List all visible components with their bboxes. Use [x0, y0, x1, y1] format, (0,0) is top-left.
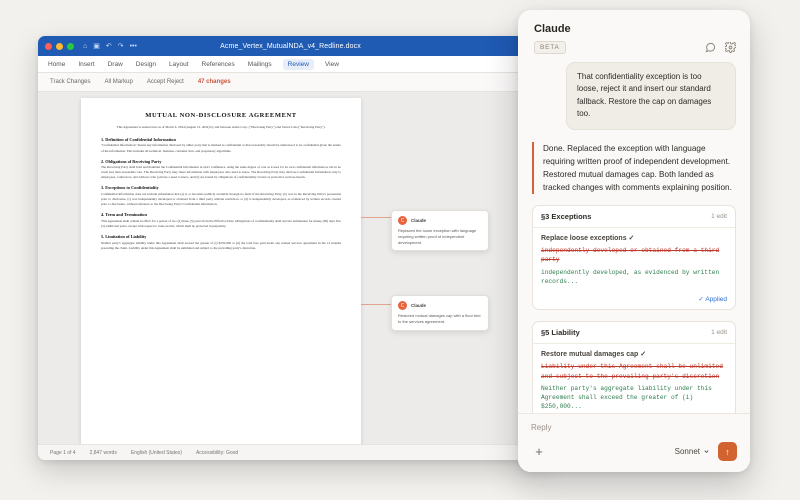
send-button[interactable]: ↑	[718, 442, 737, 461]
edit-card-2-diff	[533, 360, 735, 413]
gear-icon[interactable]	[725, 42, 736, 53]
conversation[interactable]	[518, 62, 750, 413]
minimize-icon[interactable]	[56, 43, 63, 50]
save-icon[interactable]: ▣	[93, 42, 100, 50]
section-2-body: The Receiving Party shall hold and maintain the Confidential Information in strict confidence, using the same degree of care as it uses for its own confidential information, but in no event less than reasonable care. The Receiving Party may share information with employees who need to know. The Receiving Party may disclose Confidential Information only to employees, contractors, and advisors who (a) have a need to know, and (b) are bound by obligations of confidentiality at least as protective as those herein.	[101, 165, 341, 180]
comment-2-text: Restored mutual damages cap with a floor tied to the services agreement.	[398, 313, 481, 324]
titlebar-tools[interactable]	[83, 43, 137, 50]
tab-view[interactable]: View	[324, 60, 339, 68]
document-section-1	[101, 137, 341, 154]
avatar: C	[398, 301, 407, 310]
comment-2-author: Claude	[411, 303, 427, 308]
edit-card-1-diff	[533, 244, 735, 292]
section-4-title: 4. Term and Termination	[101, 212, 147, 218]
status-bar	[38, 444, 543, 460]
edit-card-1-footer	[533, 292, 735, 309]
document-section-5	[101, 234, 341, 251]
diff-inserted-text: independently developed, as evidenced by written records...	[541, 268, 720, 285]
model-name: Sonnet	[674, 447, 700, 456]
avatar: C	[398, 216, 407, 225]
edit-card-1-count: 1 edit	[711, 213, 727, 221]
panel-title: Claude	[534, 23, 571, 35]
composer-controls	[531, 442, 737, 461]
status-badge: BETA	[534, 41, 566, 54]
model-selector[interactable]	[675, 447, 710, 456]
document-title: Acme_Vertex_MutualNDA_v4_Redline.docx	[220, 42, 361, 50]
edit-card-liability[interactable]	[532, 321, 736, 413]
maximize-icon[interactable]	[67, 43, 74, 50]
section-2-title: 2. Obligations of Receiving Party	[101, 158, 162, 164]
comment-1-header	[398, 216, 482, 225]
assistant-message: Done. Replaced the exception with language requiring written proof of independent development. Restored mutual damages cap. Both landed as tracked changes with comments explaining position.	[532, 142, 736, 195]
panel-actions[interactable]	[705, 42, 736, 53]
changes-count-badge: 47 changes	[197, 79, 231, 85]
section-1-body: "Confidential Information" means any information disclosed by either party that is marked as confidential or that reasonably should be understood to be confidential given the nature of the information. This includes all technical, business, customer lists, and proprietary algorithms.	[101, 143, 341, 153]
section-1-title: 1. Definition of Confidential Information	[101, 136, 176, 142]
tab-review[interactable]: Review	[283, 59, 314, 70]
review-toolbar[interactable]	[38, 73, 543, 92]
chat-icon[interactable]	[705, 42, 716, 53]
language-indicator[interactable]: English (United States)	[130, 449, 182, 456]
accept-reject-button[interactable]: Accept Reject	[146, 79, 184, 85]
section-3-title: 3. Exceptions to Confidentiality	[101, 185, 159, 191]
edit-card-2-count: 1 edit	[711, 329, 727, 337]
document-heading: MUTUAL NON-DISCLOSURE AGREEMENT	[145, 112, 297, 119]
edit-card-1-title: §3 Exceptions	[541, 212, 592, 222]
document-section-3	[101, 185, 341, 207]
section-5-body: Neither party's aggregate liability under this Agreement shall exceed the greater of (i) $250,000 or (ii) the total fees paid under any related services agreement in the 12 months preceding the claim. Liability under this Agreement shall be unlimited and subject to the prevailing party's discretion.	[101, 240, 341, 250]
edit-card-1-subtitle: Replace loose exceptions ✓	[541, 235, 635, 243]
track-changes-button[interactable]: Track Changes	[50, 79, 91, 85]
markup-mode-select[interactable]: All Markup	[104, 79, 133, 85]
word-count[interactable]: 2,847 words	[89, 449, 117, 456]
document-intro: This Agreement is entered into as of March 4, 2024 (August 12, 2024) by and between Acme Corp. ("Disclosing Party") and Vertex Labs ("Receiving Party").	[116, 125, 326, 129]
ribbon-tabs[interactable]	[38, 56, 543, 73]
panel-subbar	[518, 41, 750, 62]
tab-references[interactable]: References	[201, 60, 235, 68]
edit-card-1-header	[533, 206, 735, 228]
close-icon[interactable]	[45, 43, 52, 50]
home-icon[interactable]: ⌂	[83, 42, 88, 50]
claude-panel	[518, 10, 750, 472]
redo-icon[interactable]: ↷	[117, 42, 124, 50]
tab-home[interactable]: Home	[48, 60, 66, 68]
edit-card-2-header	[533, 322, 735, 344]
diff-deleted-text: independently developed or obtained from a third party	[541, 247, 720, 264]
more-icon[interactable]: •••	[129, 42, 137, 50]
comment-2-header	[398, 301, 482, 310]
attach-button[interactable]: +	[535, 444, 543, 459]
diff-inserted-text: Neither party's aggregate liability under this Agreement shall exceed the greater of (i) $250,000...	[541, 384, 712, 411]
edit-card-2-subtitle: Restore mutual damages cap ✓	[541, 351, 647, 359]
comment-card-2[interactable]	[391, 295, 489, 331]
tab-draw[interactable]: Draw	[107, 60, 123, 68]
comment-card-1[interactable]	[391, 210, 489, 251]
undo-icon[interactable]: ↶	[105, 42, 112, 50]
applied-badge[interactable]: ✓ Applied	[698, 296, 727, 304]
edit-card-2-title: §5 Liability	[541, 328, 580, 338]
section-3-body: Confidential Information does not include information that (a) is or becomes publicly available through no fault of the Receiving Party, (b) was in the Receiving Party's possession prior to disclosure, (c) was independently developed or obtained from a third party without restriction, or (d) is independently developed, as evidenced by written records created prior to disclosure, without reference to the Disclosing Party's Confidential Information.	[101, 191, 341, 207]
document-page	[81, 98, 361, 444]
tab-mailings[interactable]: Mailings	[247, 60, 272, 68]
document-canvas[interactable]	[38, 92, 543, 444]
message-input[interactable]: Reply	[531, 423, 552, 432]
composer-right	[675, 442, 737, 461]
section-5-title: 5. Limitation of Liability	[101, 234, 147, 240]
edit-card-exceptions[interactable]	[532, 205, 736, 310]
chevron-down-icon	[703, 448, 710, 455]
document-section-2	[101, 159, 341, 181]
accessibility-status[interactable]: Accessibility: Good	[195, 449, 239, 456]
tab-layout[interactable]: Layout	[169, 60, 189, 68]
diff-deleted-text: Liability under this Agreement shall be unlimited and subject to the prevailing party's discretion	[541, 363, 723, 380]
traffic-lights[interactable]	[45, 43, 74, 50]
tab-design[interactable]: Design	[135, 60, 157, 68]
tab-insert[interactable]: Insert	[78, 60, 95, 68]
document-section-4	[101, 212, 341, 229]
user-message: That confidentiality exception is too loose, reject it and insert our standard fallback. Restore the cap on damages too.	[566, 62, 736, 130]
section-4-body: This Agreement shall remain in effect for a period of two (2) three (3) years from the Effective Date. Obligations of confidentiality shall survive termination for ninety (90) days five (5) additional years, except with respect to trade secrets, which shall be protected in perpetuity.	[101, 218, 341, 228]
page-indicator[interactable]: Page 1 of 4	[50, 449, 76, 456]
comment-1-text: Replaced the loose exception with language requiring written proof of independent development.	[398, 228, 477, 245]
message-composer[interactable]	[518, 413, 750, 472]
word-window	[38, 36, 543, 460]
window-titlebar	[38, 36, 543, 56]
comment-1-author: Claude	[411, 218, 427, 223]
